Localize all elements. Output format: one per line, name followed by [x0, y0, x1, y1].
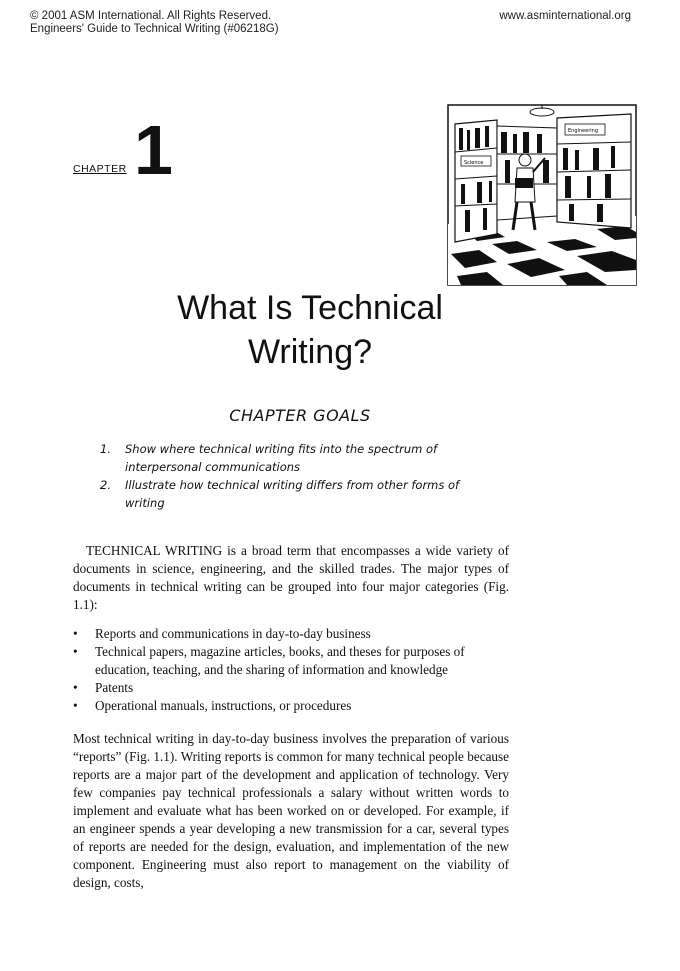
list-item-text: Patents: [95, 680, 134, 695]
chapter-goals-list: [100, 440, 500, 512]
bullet: •: [73, 680, 78, 695]
reports-paragraph: Most technical writing in day-to-day business involves the preparation of various “reports” (Fig. 1.1). Writing reports is common for many technical people because reports are a major part of the development and application of technology. Very few companies pay technical professionals a salary without written words to implement and evaluate what has been worked on or developed. For example, if an engineer spends a year developing a new transmission for a car, several types of reports are needed for the design, evaluation, and implementation of the new component. Engineering must also report to management on the viability of design, costs,: [73, 731, 509, 890]
list-item: [73, 679, 509, 697]
science-sign: Science: [464, 160, 484, 166]
bullet: •: [73, 644, 78, 659]
goal-item: [100, 476, 500, 512]
goal-number: 1.: [100, 442, 111, 456]
website-url: www.asminternational.org: [499, 10, 631, 22]
engineering-sign: Engineering: [568, 128, 598, 134]
list-item: [73, 625, 509, 643]
chapter-label: CHAPTER: [73, 163, 127, 175]
copyright-notice: © 2001 ASM International. All Rights Reserved.: [30, 10, 272, 22]
list-item-text: Technical papers, magazine articles, books, and theses for purposes of education, teaching, and the sharing of information and knowledge: [95, 644, 465, 677]
page-header-left: [30, 10, 279, 36]
chapter-title-line-1: What Is Technical: [177, 289, 443, 327]
bullet: •: [73, 698, 78, 713]
goal-text: Show where technical writing fits into the spectrum of interpersonal communications: [125, 442, 438, 474]
document-categories-list: [73, 625, 509, 715]
bullet: •: [73, 626, 78, 641]
list-item-text: Reports and communications in day-to-day business: [95, 626, 371, 641]
chapter-title: [90, 286, 530, 374]
list-item-text: Operational manuals, instructions, or procedures: [95, 698, 352, 713]
goal-text: Illustrate how technical writing differs from other forms of writing: [125, 478, 460, 510]
intro-paragraph: TECHNICAL WRITING is a broad term that encompasses a wide variety of documents in science, engineering, and the skilled trades. The major types of documents in technical writing can be grouped into four major categories (Fig. 1.1):: [73, 543, 509, 612]
chapter-number: 1: [134, 111, 173, 189]
goal-item: [100, 440, 500, 476]
goal-number: 2.: [100, 478, 111, 492]
list-item: [73, 643, 509, 679]
chapter-goals-heading: CHAPTER GOALS: [229, 406, 371, 425]
chapter-title-line-2: Writing?: [247, 333, 373, 371]
book-title: Engineers' Guide to Technical Writing (#06218G): [30, 23, 279, 35]
library-illustration: [447, 104, 637, 286]
list-item: [73, 697, 509, 715]
